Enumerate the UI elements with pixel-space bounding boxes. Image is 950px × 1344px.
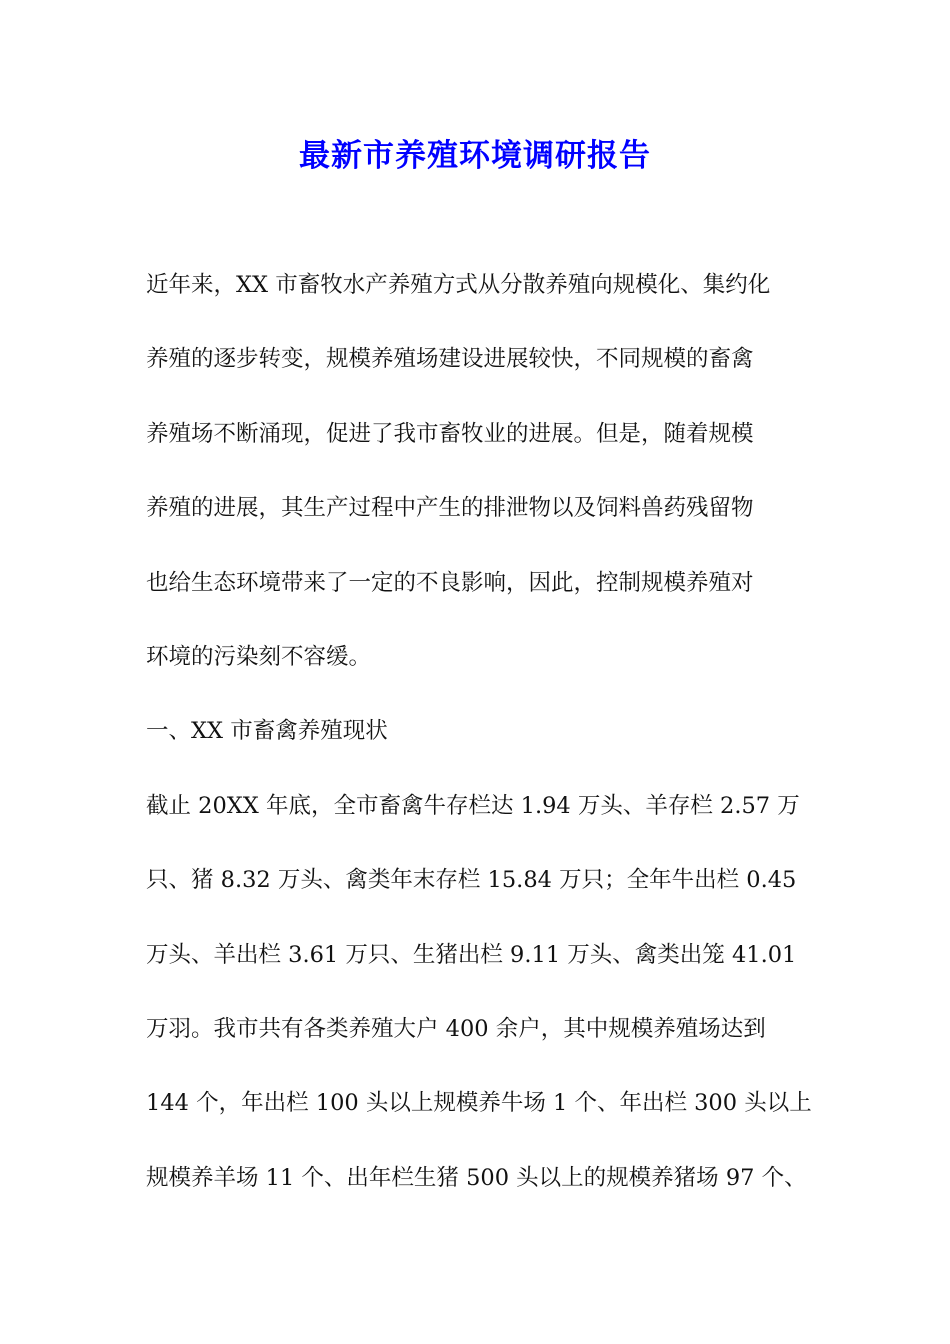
section-heading: 一、XX 市畜禽养殖现状 (146, 718, 388, 745)
paragraph-line: 养殖场不断涌现，促进了我市畜牧业的进展。但是，随着规模 (146, 420, 754, 447)
paragraph-line: 规模养羊场 11 个、出年栏生猪 500 头以上的规模养猪场 97 个、 (146, 1164, 807, 1191)
paragraph-line: 近年来，XX 市畜牧水产养殖方式从分散养殖向规模化、集约化 (146, 272, 771, 298)
paragraph-line: 截止 20XX 年底，全市畜禽牛存栏达 1.94 万头、羊存栏 2.57 万 (146, 792, 800, 819)
paragraph-line: 万羽。我市共有各类养殖大户 400 余户，其中规模养殖场达到 (146, 1015, 766, 1042)
paragraph-line: 万头、羊出栏 3.61 万只、生猪出栏 9.11 万头、禽类出笼 41.01 (146, 941, 797, 968)
paragraph-line: 环境的污染刻不容缓。 (146, 643, 372, 670)
paragraph-line: 养殖的逐步转变，规模养殖场建设进展较快，不同规模的畜禽 (146, 346, 754, 373)
paragraph-line: 也给生态环境带来了一定的不良影响，因此，控制规模养殖对 (146, 569, 754, 596)
paragraph-line: 只、猪 8.32 万头、禽类年末存栏 15.84 万只；全年牛出栏 0.45 (146, 867, 797, 894)
document-title: 最新市养殖环境调研报告 (299, 138, 651, 174)
document-body (146, 263, 826, 1230)
paragraph-line: 养殖的进展，其生产过程中产生的排泄物以及饲料兽药残留物 (146, 495, 754, 522)
paragraph-line: 144 个，年出栏 100 头以上规模养牛场 1 个、年出栏 300 头以上 (146, 1090, 812, 1117)
